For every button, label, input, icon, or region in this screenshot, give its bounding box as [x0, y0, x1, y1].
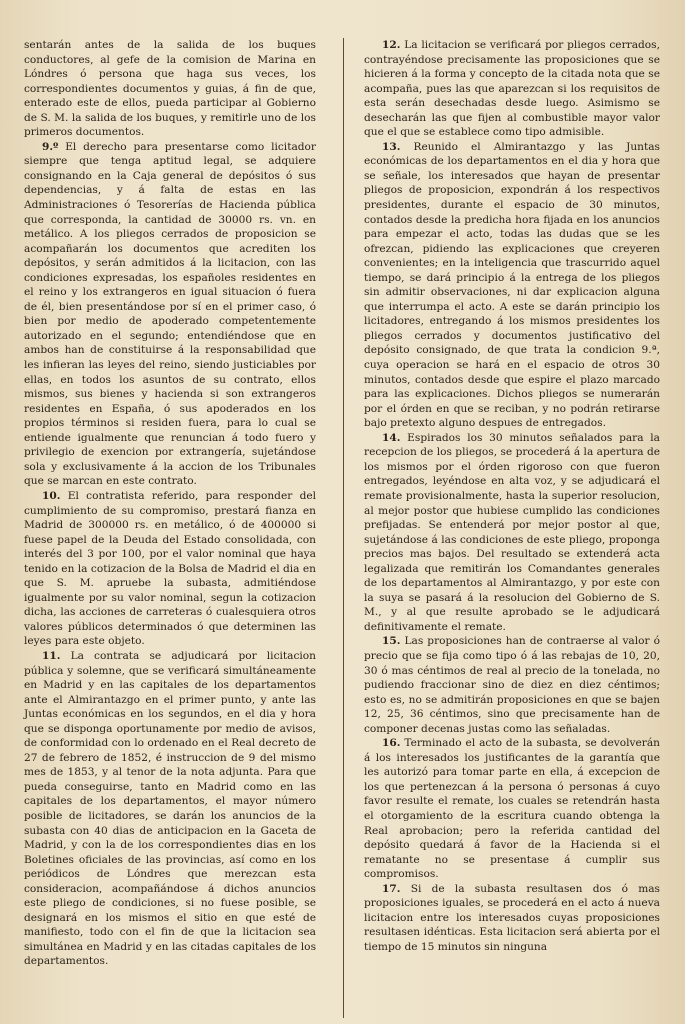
- paragraph-text: Las proposiciones han de contraerse al valor ó precio que se fija como tipo ó á las rebajas de 10, 20, 30 ó mas céntimos de real al precio de la tonelada, no pudiendo fraccionar sino de diez en diez céntimos; esto es, no se admitirán proposiciones en que se bajen 12, 25, 36 céntimos, sino que precisamente han de componer decenas justas como las señaladas.: [364, 635, 660, 735]
- article-12: [364, 38, 660, 140]
- article-number: 10.: [42, 489, 61, 502]
- paragraph-text: Reunido el Almirantazgo y las Juntas económicas de los departamentos en el dia y hora que se señale, los interesados que hayan de presentar pliegos de proposicion, expondrán á los respectivos presidentes, durante el espacio de 30 minutos, contados desde la predicha hora fijada en los anuncios para empezar el acto, todas las dudas que se les ofrezcan, pidiendo las explicaciones que creyeren convenientes; en la inteligencia que trascurrido aquel tiempo, se dará principio á la entrega de los pliegos sin admitir observaciones, ni dar explicacion alguna que interrumpa el acto. A este se darán principio los licitadores, entregando á los mismos presidentes los pliegos cerrados y documentos justificativo del depósito consignado, de que trata la condicion 9.ª, cuya operacion se hará en el espacio de otros 30 minutos, contados desde que espire el plazo marcado para las explicaciones. Dichos pliegos se numerarán por el órden en que se reciban, y no podrán retirarse bajo pretexto alguno despues de entregados.: [364, 140, 660, 430]
- article-16: [364, 736, 660, 881]
- article-number: 15.: [382, 635, 401, 648]
- article-number: 17.: [382, 882, 401, 895]
- paragraph-text: sentarán antes de la salida de los buques conductores, al gefe de la comision de Marina en Lóndres ó persona que haga sus veces, los correspondientes documentos y guias, á fin de que, enterado este de ellos, pueda participar al Gobierno de S. M. la salida de los buques, y remitirle uno de los primeros documentos.: [24, 39, 316, 139]
- paragraph-text: La licitacion se verificará por pliegos cerrados, contrayéndose precisamente las proposiciones que se hicieren á la forma y concepto de la citada nota que se acompaña, pues las que aparezcan si los requisitos de esta serán desechadas desde luego. Asimismo se desecharán las que fijen al combustible mayor valor que el que se establece como tipo admisible.: [364, 39, 660, 139]
- article-number: 12.: [382, 39, 401, 51]
- article-number: 13.: [382, 140, 401, 153]
- article-number: 14.: [382, 431, 401, 444]
- left-column: [24, 38, 316, 969]
- article-10: [24, 489, 316, 649]
- article-number: 16.: [382, 737, 401, 750]
- paragraph-continuation: [24, 38, 316, 140]
- paragraph-text: El derecho para presentarse como licitador siempre que tenga aptitud legal, se adquiere consignando en la Caja general de depósitos ó sus dependencias, y á falta de estas en las Administraciones ó Tesorerías de Hacienda pública que corresponda, la cantidad de 30000 rs. vn. en metálico. A los pliegos cerrados de proposicion se acompañarán los documentos que acrediten los depósitos, y serán admitidos á la licitacion, con las condiciones expresadas, los españoles residentes en el reino y los extrangeros en igual situacion ó fuera de él, bien presentándose por sí en el primer caso, ó bien por medio de apoderado competentemente autorizado en el segundo; entendiéndose que en ambos han de constituirse á la responsabilidad que les infieran las leyes del reino, siendo justiciables por ellas, en todos los asuntos de su contrato, ellos mismos, sus bienes y hacienda si son extrangeros residentes en España, ó sus apoderados en los propios términos si residen fuera, para lo cual se entiende igualmente que renuncian á todo fuero y privilegio de exencion por extrangería, sujetándose sola y exclusivamente á la accion de los Tribunales que se marcan en este contrato.: [24, 140, 316, 488]
- paragraph-text: Terminado el acto de la subasta, se devolverán á los interesados los justificantes de la garantía que les autorizó para tomar parte en ella, á excepcion de los que pertenezcan á la persona ó personas á cuyo favor resulte el remate, los cuales se retendrán hasta el otorgamiento de la escritura cuando obtenga la Real aprobacion; pero la referida cantidad del depósito quedará á favor de la Hacienda si el rematante no se presentase á cumplir sus compromisos.: [364, 737, 660, 881]
- paragraph-text: La contrata se adjudicará por licitacion pública y solemne, que se verificará simultáneamente en Madrid y en las capitales de los departamentos ante el Almirantazgo en el primer punto, y ante las Juntas económicas en los segundos, en el dia y hora que se disponga oportunamente por medio de avisos, de conformidad con lo ordenado en el Real decreto de 27 de febrero de 1852, é instruccion de 9 del mismo mes de 1853, y al tenor de la nota adjunta. Para que pueda conseguirse, tanto en Madrid como en las capitales de los departamentos, el mayor número posible de licitadores, se darán los anuncios de la subasta con 40 dias de anticipacion en la Gaceta de Madrid, y con la de los correspondientes dias en los Boletines oficiales de las provincias, así como en los periódicos de Lóndres que merezcan esta consideracion, acompañándose á dichos anuncios este pliego de condiciones, si no fuese posible, se designará en los mismos el sitio en que esté de manifiesto, todo con el fin de que la licitacion sea simultánea en Madrid y en las citadas capitales de los departamentos.: [24, 649, 316, 968]
- article-15: [364, 634, 660, 736]
- paragraph-text: Si de la subasta resultasen dos ó mas proposiciones iguales, se procederá en el acto á nueva licitacion entre los interesados cuyas proposiciones resultasen idénticas. Esta licitacion será abierta por el tiempo de 15 minutos sin ninguna: [364, 882, 660, 953]
- column-divider: [343, 38, 344, 1018]
- article-17: [364, 882, 660, 955]
- right-column: [364, 38, 660, 954]
- article-number: 9.º: [42, 140, 59, 153]
- article-13: [364, 140, 660, 431]
- article-9: [24, 140, 316, 489]
- article-14: [364, 431, 660, 635]
- paragraph-text: Espirados los 30 minutos señalados para la recepcion de los pliegos, se procederá á la apertura de los mismos por el órden rigoroso con que fueron entregados, leyéndose en alta voz, y se adjudicará el remate provisionalmente, hasta la superior resolucion, al mejor postor que hubiese cumplido las condiciones prefijadas. Se entenderá por mejor postor al que, sujetándose á las condiciones de este pliego, proponga precios mas bajos. Del resultado se extenderá acta legalizada que remitirán los Comandantes generales de los departamentos al Almirantazgo, y por este con la suya se pasará á la resolucion del Gobierno de S. M., y al que resulte aprobado se le adjudicará definitivamente el remate.: [364, 431, 660, 633]
- paragraph-text: El contratista referido, para responder del cumplimiento de su compromiso, prestará fianza en Madrid de 300000 rs. en metálico, ó de 400000 si fuese papel de la Deuda del Estado consolidada, con interés del 3 por 100, por el valor nominal que haya tenido en la cotizacion de la Bolsa de Madrid el dia en que S. M. apruebe la subasta, admitiéndose igualmente por su valor nominal, segun la cotizacion dicha, las acciones de carreteras ó cualesquiera otros valores públicos determinados ó que determinen las leyes para este objeto.: [24, 489, 317, 648]
- article-number: 11.: [42, 649, 61, 662]
- article-11: [24, 649, 316, 969]
